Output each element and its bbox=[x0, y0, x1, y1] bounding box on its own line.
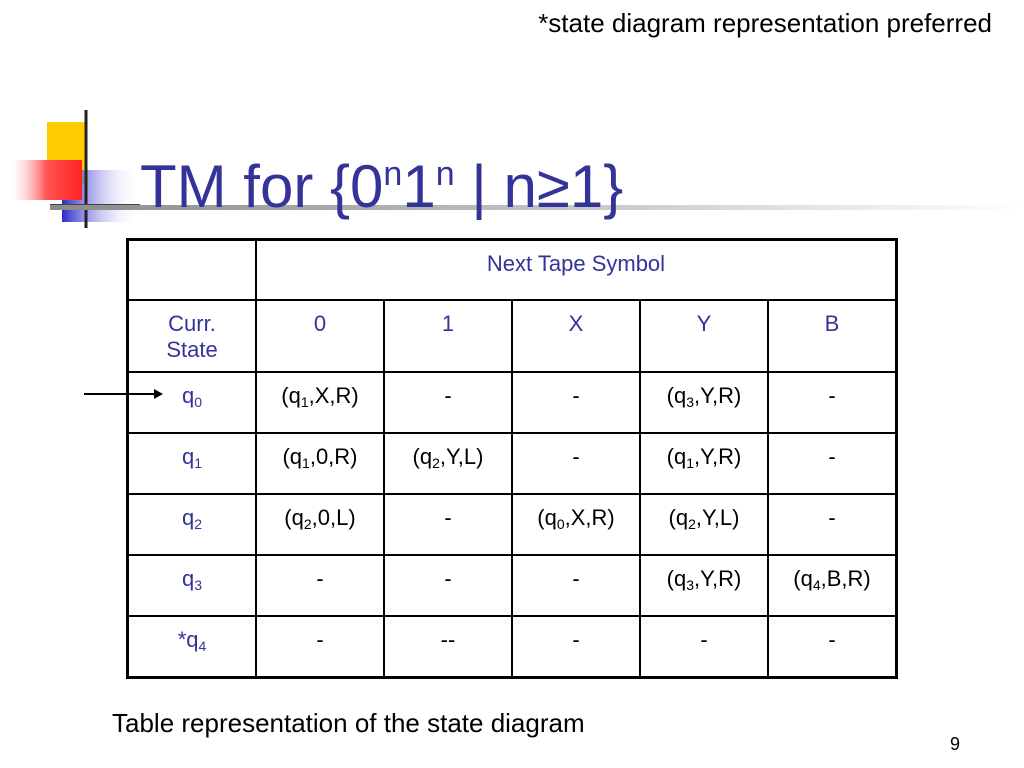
transition-cell: - bbox=[384, 494, 512, 555]
state-cell: $*q_4$ bbox=[128, 616, 257, 678]
transition-cell: - bbox=[768, 616, 897, 678]
transition-cell: $(q_0,X,R)$ bbox=[512, 494, 640, 555]
table-row bbox=[128, 494, 897, 555]
table-caption: Table representation of the state diagram bbox=[112, 708, 585, 738]
transition-cell: $(q_3,Y,R)$ bbox=[640, 555, 768, 616]
transition-cell: - bbox=[256, 555, 384, 616]
transition-cell: $(q_3,Y,R)$ bbox=[640, 372, 768, 433]
transition-cell: $(q_1,0,R)$ bbox=[256, 433, 384, 494]
transition-cell: $(q_2,0,L)$ bbox=[256, 494, 384, 555]
transition-cell: - bbox=[512, 372, 640, 433]
transition-cell: $(q_1,Y,R)$ bbox=[640, 433, 768, 494]
transition-cell: $(q_2,Y,L)$ bbox=[384, 433, 512, 494]
transition-cell: - bbox=[384, 372, 512, 433]
transition-cell: $(q_4,B,R)$ bbox=[768, 555, 897, 616]
symbol-header: 0 bbox=[256, 300, 384, 372]
state-cell: $q_2$ bbox=[128, 494, 257, 555]
transition-cell: - bbox=[384, 555, 512, 616]
state-cell: $q_3$ bbox=[128, 555, 257, 616]
symbol-header: B bbox=[768, 300, 897, 372]
footnote-preference: *state diagram representation preferred bbox=[538, 8, 992, 38]
table-row bbox=[128, 616, 897, 678]
curr-state-header: Curr. State bbox=[128, 300, 257, 372]
transition-cell: -- bbox=[384, 616, 512, 678]
symbol-header: X bbox=[512, 300, 640, 372]
slide-title: TM for {0$^n$1$^n$ | n≥1} bbox=[140, 153, 624, 220]
transition-cell: $(q_2,Y,L)$ bbox=[640, 494, 768, 555]
table-row bbox=[128, 433, 897, 494]
transition-cell: $(q_1,X,R)$ bbox=[256, 372, 384, 433]
symbol-header: 1 bbox=[384, 300, 512, 372]
next-tape-symbol-header: Next Tape Symbol bbox=[256, 240, 897, 301]
table-row bbox=[128, 372, 897, 433]
transition-cell: - bbox=[768, 372, 897, 433]
transition-cell: - bbox=[768, 433, 897, 494]
transition-cell: - bbox=[640, 616, 768, 678]
page-number: 9 bbox=[950, 734, 961, 754]
state-cell: $q_0$ bbox=[128, 372, 257, 433]
decorative-squares bbox=[0, 0, 140, 240]
transition-cell: - bbox=[512, 433, 640, 494]
transition-cell: - bbox=[512, 555, 640, 616]
state-cell: $q_1$ bbox=[128, 433, 257, 494]
table-corner bbox=[128, 240, 257, 301]
transition-cell: - bbox=[512, 616, 640, 678]
transition-cell: - bbox=[256, 616, 384, 678]
transition-cell: - bbox=[768, 494, 897, 555]
table-row bbox=[128, 555, 897, 616]
symbol-header: Y bbox=[640, 300, 768, 372]
transition-table bbox=[126, 238, 898, 679]
